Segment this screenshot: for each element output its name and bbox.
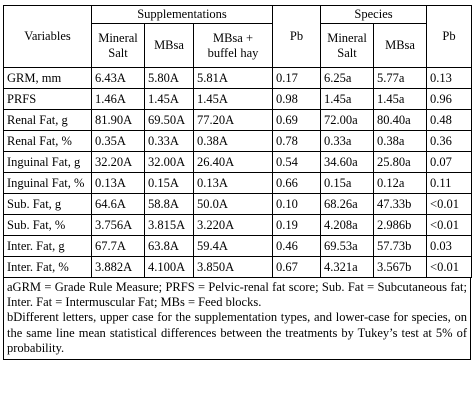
table-row (4, 152, 472, 173)
table-cell: 0.33a (321, 131, 374, 152)
row-label: Renal Fat, % (4, 131, 92, 152)
table-cell: 1.45a (321, 89, 374, 110)
table-cell: 67.7A (92, 236, 145, 257)
table-cell: 0.15a (321, 173, 374, 194)
table-footnotes (3, 278, 471, 360)
table-row (4, 131, 472, 152)
table-cell: 0.17 (273, 68, 321, 89)
table-cell: 1.45A (194, 89, 273, 110)
header-supplementations: Supplementations (92, 6, 273, 24)
row-label: Inter. Fat, % (4, 257, 92, 278)
table-cell: 0.38A (194, 131, 273, 152)
table-cell: 5.81A (194, 68, 273, 89)
table-cell: 0.15A (145, 173, 194, 194)
table-cell: 0.69 (273, 110, 321, 131)
header-mbsa-species: MBsa (374, 24, 427, 68)
table-cell: 59.4A (194, 236, 273, 257)
table-cell: 6.25a (321, 68, 374, 89)
table-cell: 4.100A (145, 257, 194, 278)
table-cell: 57.73b (374, 236, 427, 257)
table-cell: 0.13A (92, 173, 145, 194)
table-row (4, 236, 472, 257)
table-cell: 0.36 (427, 131, 472, 152)
table-cell: 32.20A (92, 152, 145, 173)
table-cell: 58.8A (145, 194, 194, 215)
table-row (4, 89, 472, 110)
table-cell: 2.986b (374, 215, 427, 236)
header-pb-supplementations: Pb (273, 6, 321, 68)
table-cell: 80.40a (374, 110, 427, 131)
table-cell: 5.80A (145, 68, 194, 89)
footnote-statistics: bDifferent letters, upper case for the supplementation types, and lower-case for species, on the same line mean statistical differences between the treatments by Tukey’s test at 5% of probability. (7, 310, 467, 355)
row-label: Inter. Fat, g (4, 236, 92, 257)
table-row (4, 257, 472, 278)
results-table-container (3, 5, 471, 360)
table-cell: <0.01 (427, 194, 472, 215)
results-table (3, 5, 472, 278)
table-row (4, 194, 472, 215)
table-cell: 0.54 (273, 152, 321, 173)
row-label: Sub. Fat, g (4, 194, 92, 215)
table-row (4, 173, 472, 194)
table-cell: 0.48 (427, 110, 472, 131)
table-cell: 81.90A (92, 110, 145, 131)
table-cell: <0.01 (427, 215, 472, 236)
table-row (4, 215, 472, 236)
row-label: Inguinal Fat, % (4, 173, 92, 194)
header-mbsa-buffel-hay: MBsa + buffel hay (194, 24, 273, 68)
footnote-abbreviations: aGRM = Grade Rule Measure; PRFS = Pelvic-renal fat score; Sub. Fat = Subcutaneous fat; Inter. Fat = Intermuscular Fat; MBs = Feed blocks. (7, 280, 467, 310)
table-body (4, 68, 472, 278)
table-cell: 69.50A (145, 110, 194, 131)
table-cell: 5.77a (374, 68, 427, 89)
table-cell: 25.80a (374, 152, 427, 173)
table-cell: 0.66 (273, 173, 321, 194)
table-cell: 0.78 (273, 131, 321, 152)
row-label: Renal Fat, g (4, 110, 92, 131)
table-cell: 0.12a (374, 173, 427, 194)
table-cell: 0.10 (273, 194, 321, 215)
table-cell: 0.19 (273, 215, 321, 236)
table-cell: 0.33A (145, 131, 194, 152)
table-cell: 1.45A (145, 89, 194, 110)
header-pb-species: Pb (427, 6, 472, 68)
row-label: GRM, mm (4, 68, 92, 89)
table-cell: 1.45a (374, 89, 427, 110)
table-cell: 0.46 (273, 236, 321, 257)
table-cell: 0.13A (194, 173, 273, 194)
table-cell: 3.882A (92, 257, 145, 278)
table-cell: 77.20A (194, 110, 273, 131)
table-row (4, 68, 472, 89)
table-cell: 0.35A (92, 131, 145, 152)
table-cell: 69.53a (321, 236, 374, 257)
header-mineral-salt-species: Mineral Salt (321, 24, 374, 68)
header-mineral-salt-supplementation: Mineral Salt (92, 24, 145, 68)
table-cell: 3.567b (374, 257, 427, 278)
table-cell: 3.815A (145, 215, 194, 236)
table-cell: 32.00A (145, 152, 194, 173)
table-cell: 34.60a (321, 152, 374, 173)
table-cell: 0.67 (273, 257, 321, 278)
header-species: Species (321, 6, 427, 24)
row-label: Inguinal Fat, g (4, 152, 92, 173)
table-cell: 0.98 (273, 89, 321, 110)
table-cell: 64.6A (92, 194, 145, 215)
table-cell: 0.03 (427, 236, 472, 257)
header-variables: Variables (4, 6, 92, 68)
header-mbsa-supplementation: MBsa (145, 24, 194, 68)
table-row (4, 110, 472, 131)
table-cell: 1.46A (92, 89, 145, 110)
table-cell: 72.00a (321, 110, 374, 131)
table-cell: 3.756A (92, 215, 145, 236)
row-label: PRFS (4, 89, 92, 110)
table-cell: 63.8A (145, 236, 194, 257)
table-cell: 0.13 (427, 68, 472, 89)
table-cell: 50.0A (194, 194, 273, 215)
row-label: Sub. Fat, % (4, 215, 92, 236)
table-cell: 26.40A (194, 152, 273, 173)
table-cell: <0.01 (427, 257, 472, 278)
table-cell: 0.96 (427, 89, 472, 110)
table-cell: 0.11 (427, 173, 472, 194)
table-cell: 0.38a (374, 131, 427, 152)
table-cell: 4.321a (321, 257, 374, 278)
table-cell: 3.850A (194, 257, 273, 278)
table-cell: 47.33b (374, 194, 427, 215)
table-cell: 0.07 (427, 152, 472, 173)
table-cell: 4.208a (321, 215, 374, 236)
table-cell: 3.220A (194, 215, 273, 236)
table-cell: 68.26a (321, 194, 374, 215)
table-cell: 6.43A (92, 68, 145, 89)
